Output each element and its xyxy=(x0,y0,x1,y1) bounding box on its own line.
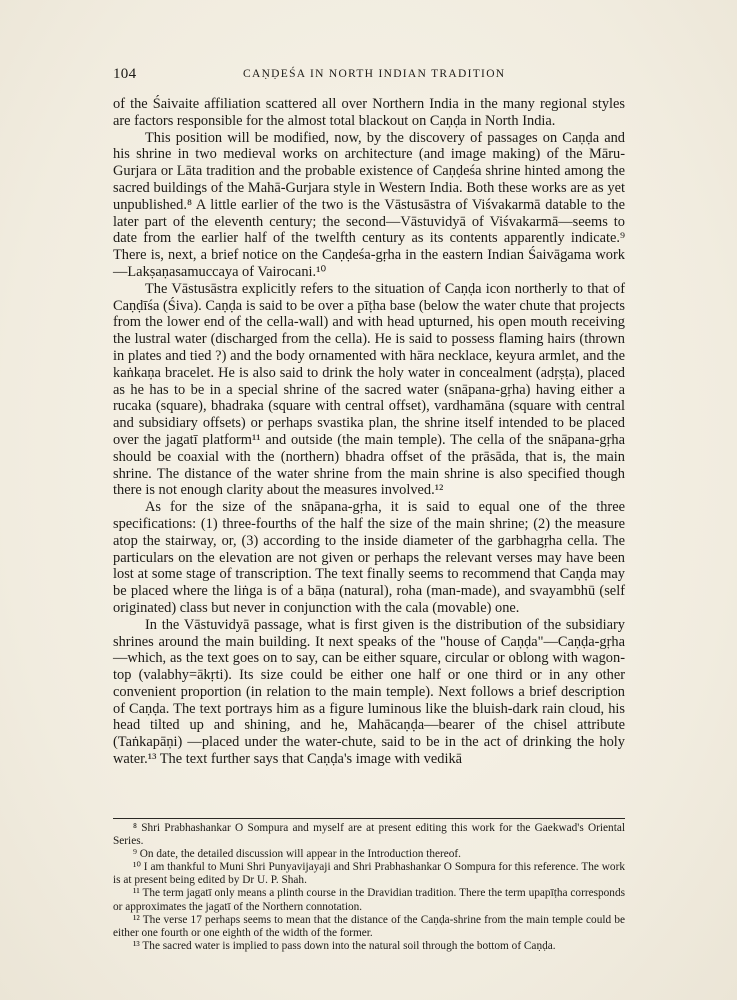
footnote-13: ¹³ The sacred water is implied to pass down into the natural soil through the bottom of Caṇḍa. xyxy=(133,939,556,952)
footnote-9: ⁹ On date, the detailed discussion will appear in the Introduction thereof. xyxy=(133,848,462,861)
paragraph-2: This position will be modified, now, by the discovery of passages on Caṇḍa and his shrine in two medieval works on architecture (and image making) of the Māru-Gurjara or Lāta tradition and the probable existence of Caṇḍeśa shrine hinted among the sacred buildings of the Mahā-Gurjara style in Western India. Both these works are as yet unpublished.⁸ A little earlier of the two is the Vāstusāstra of Viśvakarmā datable to the later part of the eleventh century; the second—Vāstuvidyā of Viśvakarmā—seems to date from the earlier half of the twelfth century as its contents apparently indicate.⁹ There is, next, a brief notice on the Caṇḍeśa-gṛha in the eastern Indian Śaivāgama work—Lakṣaṇasamuccaya of Vairocani.¹⁰ xyxy=(113,129,625,280)
paragraph-1: of the Śaivaite affiliation scattered all over Northern India in the many regional styles are factors responsible for the almost total blackout on Caṇḍa in North India. xyxy=(113,96,625,129)
paragraph-4: As for the size of the snāpana-gṛha, it is said to equal one of the three specifications: (1) three-fourths of the half the size of the main shrine; (2) the measure atop the stairway, or, (3) according to the inside diameter of the garbhagṛha cella. The particulars on the elevation are not given or perhaps the relevant verses may have been lost at some stage of transcription. The text finally seems to recommend that Caṇḍa may be placed where the liṅga is of a bāṇa (natural), roha (man-made), and svayambhū (self originated) class but never in conjunction with the cala (movable) one. xyxy=(113,499,625,616)
footnote-11: ¹¹ The term jagatī only means a plinth course in the Dravidian tradition. There the term upapīṭha corresponds or approximates the jagatī of the Northern connotation. xyxy=(113,887,625,913)
body-text xyxy=(113,96,625,768)
paragraph-5: In the Vāstuvidyā passage, what is first given is the distribution of the subsidiary shrines around the main building. It next speaks of the "house of Caṇḍa"—Caṇḍa-gṛha—which, as the text goes on to say, can be either square, circular or oblong with wagon-top (valabhy=ākṛti). Its size could be either one half or one third or in any other convenient proportion (in relation to the main temple). Next follows a brief description of Caṇḍa. The text portrays him as a figure luminous like the bluish-dark rain cloud, his head tilted up and shining, and he, Mahācaṇḍa—bearer of the chisel attribute (Taṅkapāṇi) —placed under the water-chute, said to be in the act of drinking the holy water.¹³ The text further says that Caṇḍa's image with vedikā xyxy=(113,616,625,768)
footnote-8: ⁸ Shri Prabhashankar O Sompura and myself are at present editing this work for the Gaekwad's Oriental Series. xyxy=(113,822,625,848)
footnote-12: ¹² The verse 17 perhaps seems to mean that the distance of the Caṇḍa-shrine from the main temple could be either one fourth or one eighth of the width of the former. xyxy=(113,913,625,939)
footnote-rule xyxy=(113,818,625,819)
running-head: CAṆḌEŚA IN NORTH INDIAN TRADITION xyxy=(243,68,506,80)
paragraph-3: The Vāstusāstra explicitly refers to the situation of Caṇḍa icon northerly to that of Caṇḍīśa (Śiva). Caṇḍa is said to be over a pīṭha base (below the water chute that projects from the lower end of the cella-wall) and with head upturned, his open mouth receiving the lustral water (discharged from the cella). He is said to possess flaming hairs (thrown in plates and tied ?) and the body ornamented with hāra necklace, keyura armlet, and the kaṅkaṇa bracelet. He is also said to drink the holy water in concealment (adṛṣṭa), placed as he has to be in a special shrine of the sacred water (snāpana-gṛha) having either a rucaka (square), bhadraka (square with central offset), vardhamāna (square with central and subsidiary offsets) or perhaps svastika plan, the shrine itself intended to be placed over the jagatī platform¹¹ and outside (the main temple). The cella of the snāpana-gṛha should be coaxial with the (northern) bhadra offset of the prāsāda, that is, the main shrine. The distance of the water shrine from the main shrine is also specified though there is not enough clarity about the measures involved.¹² xyxy=(113,280,625,499)
footnote-10: ¹⁰ I am thankful to Muni Shri Punyavijayaji and Shri Prabhashankar O Sompura for this reference. The work is at present being edited by Dr U. P. Shah. xyxy=(113,861,625,887)
page-header xyxy=(113,66,625,84)
footnotes xyxy=(113,822,625,953)
page-number: 104 xyxy=(113,66,137,82)
